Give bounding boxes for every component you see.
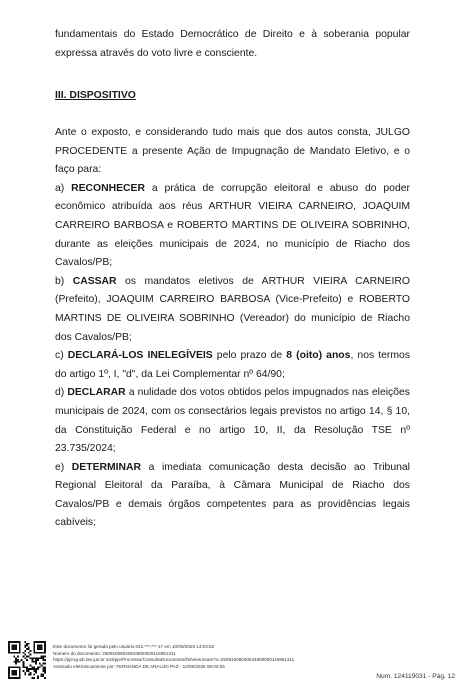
item-prefix: c) <box>55 350 68 362</box>
item-c <box>55 347 410 384</box>
item-text-before: pelo prazo de <box>212 350 287 362</box>
item-b <box>55 273 410 347</box>
item-d <box>55 384 410 458</box>
item-prefix: a) <box>55 182 72 194</box>
item-keyword: DECLARAR <box>67 387 126 399</box>
section-heading: III. DISPOSITIVO <box>55 90 136 101</box>
opening-paragraph: Ante o exposto, e considerando tudo mais que dos autos consta, JULGO PROCEDENTE a presente Ação de Impugnação de Mandato Eletivo, e o faço para: <box>55 127 410 176</box>
item-keyword: DECLARÁ-LOS INELEGÍVEIS <box>67 350 213 362</box>
item-bold-term: 8 (oito) anos <box>286 350 351 362</box>
item-prefix: e) <box>55 461 72 473</box>
item-text: os mandatos eletivos de ARTHUR VIEIRA CARNEIRO (Prefeito), JOAQUIM CARREIRO BARBOSA (Vice-Prefeito) e ROBERTO MARTINS DE OLIVEIRA SOBRINHO (Vereador) do município de Riacho dos Cavalos/PB; <box>55 275 410 343</box>
footer-generated-line: Este documento foi gerado pelo usuário 042.***.***-17 em 10/09/2025 14:03:52 <box>53 644 215 649</box>
item-text: a imediata comunicação desta decisão ao Tribunal Regional Eleitoral da Paraíba, à Câmara Municipal de Riacho dos Cavalos/PB e demais órgãos competentes para as providências legais cabíveis; <box>55 461 410 529</box>
item-a <box>55 180 410 273</box>
item-text: a nulidade dos votos obtidos pelos impugnados nas eleições municipais de 2024, com os consectários legais previstos no artigo 14, § 10, da Constituição Federal e no artigo 10, II, da Resolução TSE nº 23.735/2024; <box>55 387 410 455</box>
qr-code-icon <box>8 641 46 679</box>
footer-url-link[interactable]: https://pje1g-pb.tse.jus.br:443/pje/Processo/ConsultaDocumento/listView.seam?x=25091008040534800000116951311 <box>53 657 295 663</box>
document-footer <box>0 638 463 689</box>
page-number: Num. 124119031 - Pág. 12 <box>376 673 455 680</box>
footer-document-number: Número do documento: 25091008040534800000116951311 <box>53 650 176 656</box>
footer-metadata <box>53 644 353 670</box>
item-text: , nos termos do artigo 1º, I, "d", da Lei Complementar nº 64/90; <box>55 350 411 380</box>
intro-paragraph: fundamentais do Estado Democrático de Direito e à soberania popular expressa através do voto livre e consciente. <box>55 29 410 59</box>
item-text: a prática de corrupção eleitoral e abuso do poder econômico atribuída aos réus ARTHUR VIEIRA CARNEIRO, JOAQUIM CARREIRO BARBOSA e ROBERTO MARTINS DE OLIVEIRA SOBRINHO, durante as eleições municipais de 2024, no município de Riacho dos Cavalos/PB; <box>55 182 410 269</box>
item-prefix: b) <box>55 275 73 287</box>
item-keyword: DETERMINAR <box>71 461 142 473</box>
item-prefix: d) <box>55 387 68 399</box>
footer-signature-line: Assinado eletronicamente por: FERNANDA DE ARAUJO PAZ - 10/09/2025 08:04:05 <box>53 663 225 669</box>
dispositivo-body <box>55 124 410 533</box>
item-keyword: CASSAR <box>72 275 117 287</box>
item-e <box>55 459 410 533</box>
item-keyword: RECONHECER <box>71 182 145 194</box>
